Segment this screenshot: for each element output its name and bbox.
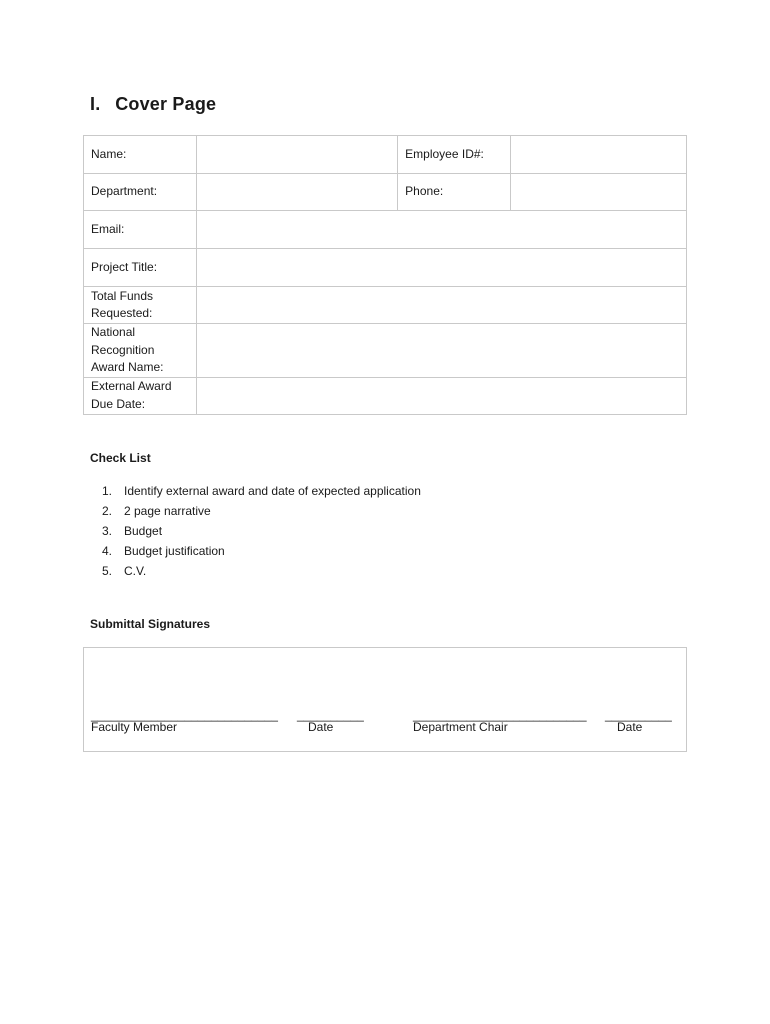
list-item-number: 1. [101, 484, 112, 498]
signature-box [83, 647, 687, 752]
list-item-number: 5. [101, 564, 112, 578]
name-label: Name: [84, 136, 197, 174]
list-item [90, 482, 421, 502]
checklist-heading: Check List [90, 451, 151, 465]
table-row [84, 136, 687, 174]
total-funds-label: Total Funds Requested: [84, 287, 197, 324]
table-row [84, 211, 687, 249]
total-funds-field[interactable] [197, 287, 687, 324]
chair-date-label: Date [617, 720, 643, 734]
department-chair-label: Department Chair [413, 720, 508, 734]
due-date-label: External Award Due Date: [84, 377, 197, 414]
name-field[interactable] [197, 136, 398, 174]
list-item-text: Budget [124, 524, 163, 538]
phone-label: Phone: [398, 174, 511, 211]
section-numeral: I. [90, 94, 101, 114]
list-item-text: C.V. [124, 564, 147, 578]
email-label: Email: [84, 211, 197, 249]
list-item-number: 3. [101, 524, 112, 538]
table-row [84, 324, 687, 378]
list-item [90, 562, 421, 582]
chair-date-line[interactable]: __________ [605, 708, 672, 722]
chair-signature-line[interactable]: __________________________ [413, 708, 587, 722]
project-title-label: Project Title: [84, 249, 197, 287]
award-name-label: National Recognition Award Name: [84, 324, 197, 378]
award-name-field[interactable] [197, 324, 687, 378]
checklist [90, 482, 421, 582]
page-title-text: Cover Page [115, 94, 217, 114]
faculty-date-label: Date [308, 720, 334, 734]
list-item-number: 2. [101, 504, 112, 518]
list-item-text: Identify external award and date of expected application [124, 484, 421, 498]
list-item [90, 542, 421, 562]
department-label: Department: [84, 174, 197, 211]
faculty-signature-line[interactable]: ____________________________ [91, 708, 278, 722]
page-title [90, 94, 216, 115]
department-field[interactable] [197, 174, 398, 211]
faculty-date-line[interactable]: __________ [297, 708, 364, 722]
table-row [84, 287, 687, 324]
table-row [84, 249, 687, 287]
employee-id-field[interactable] [510, 136, 686, 174]
list-item [90, 502, 421, 522]
table-row [84, 377, 687, 414]
table-row [84, 174, 687, 211]
cover-form-table [83, 135, 687, 415]
due-date-field[interactable] [197, 377, 687, 414]
employee-id-label: Employee ID#: [398, 136, 511, 174]
list-item-text: Budget justification [124, 544, 225, 558]
list-item [90, 522, 421, 542]
project-title-field[interactable] [197, 249, 687, 287]
list-item-text: 2 page narrative [124, 504, 211, 518]
email-field[interactable] [197, 211, 687, 249]
signatures-heading: Submittal Signatures [90, 617, 211, 631]
faculty-member-label: Faculty Member [91, 720, 178, 734]
list-item-number: 4. [101, 544, 112, 558]
phone-field[interactable] [510, 174, 686, 211]
